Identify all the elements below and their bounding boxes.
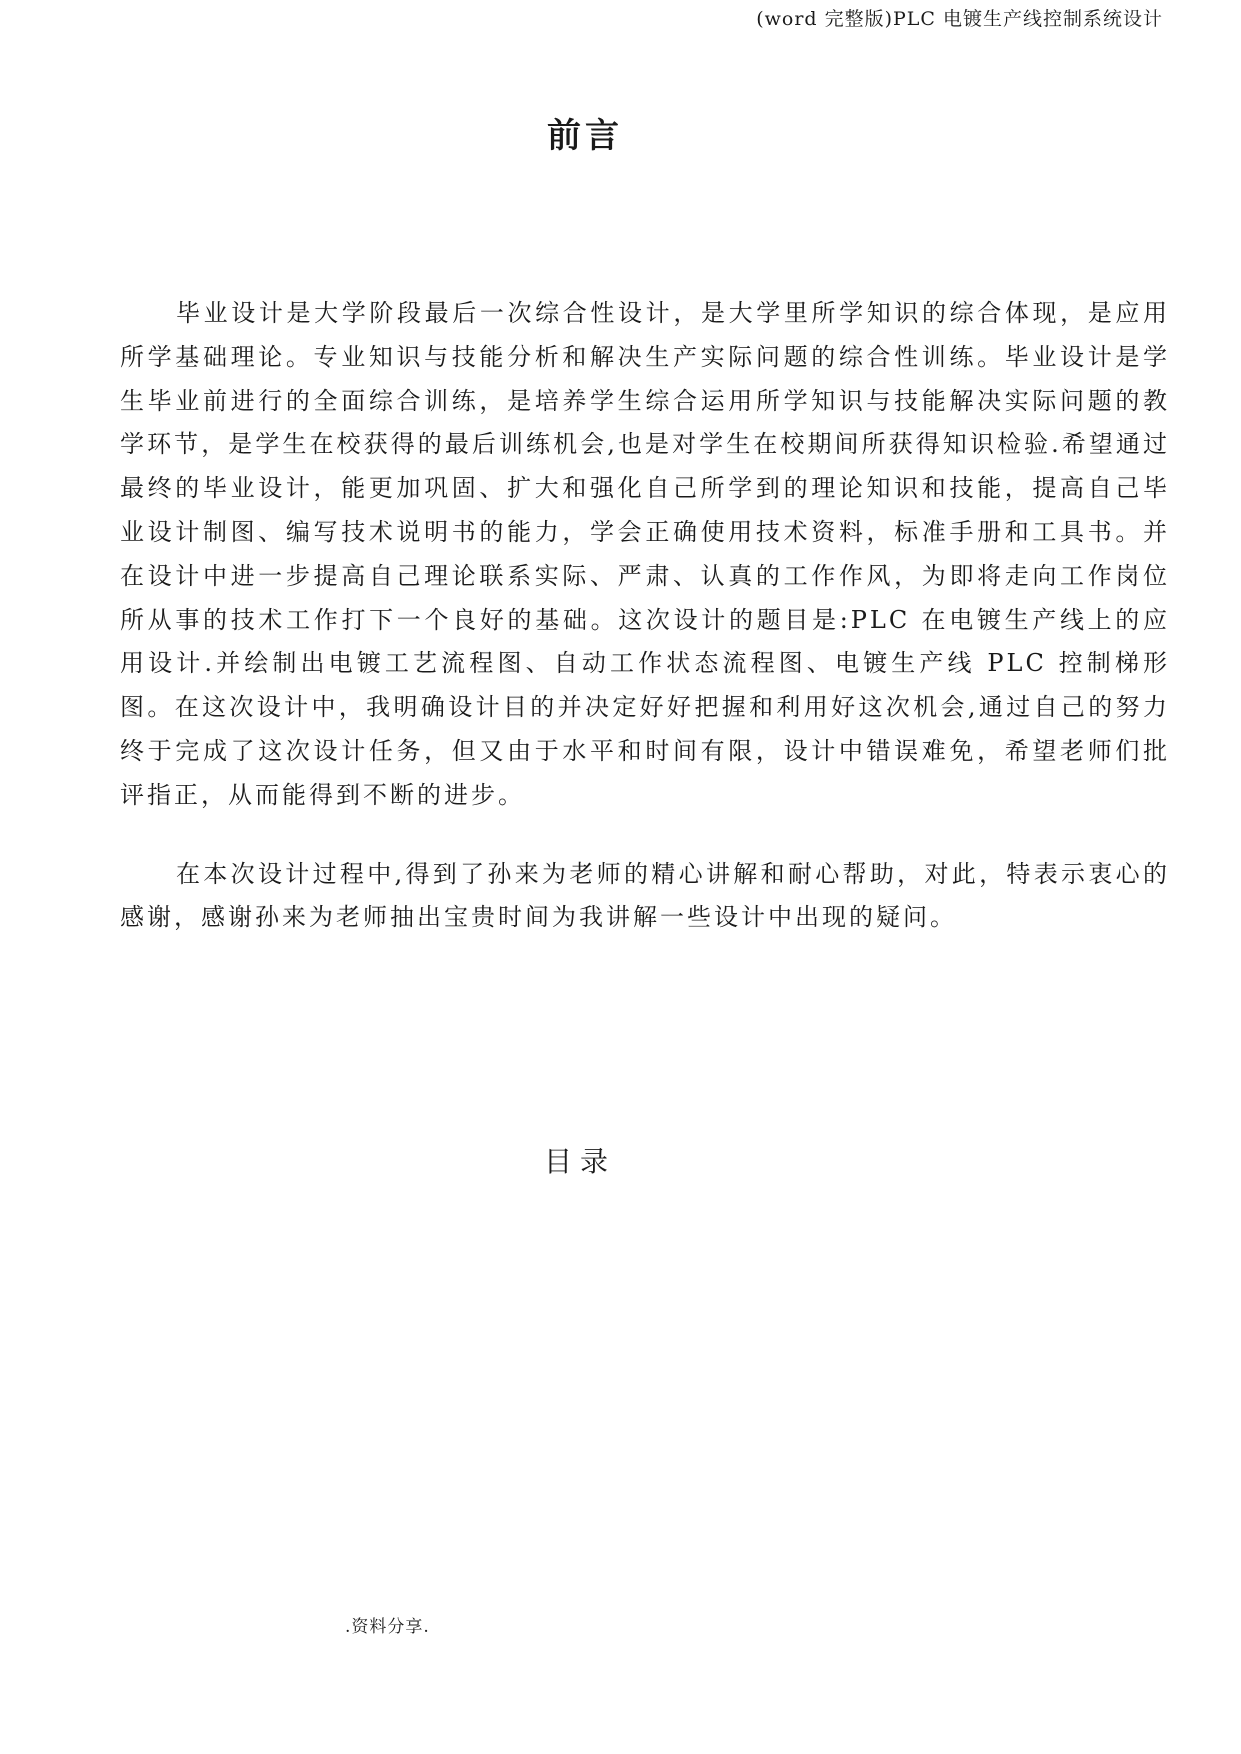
toc-title: 目录 [543,1145,616,1178]
page-footer: .资料分享. [345,1617,430,1637]
preface-paragraph-1: 毕业设计是大学阶段最后一次综合性设计，是大学里所学知识的综合体现，是应用所学基础理论。专业知识与技能分析和解决生产实际问题的综合性训练。毕业设计是学生毕业前进行的全面综合训练，是培养学生综合运用所学知识与技能解决实际问题的教学环节，是学生在校获得的最后训练机会,也是对学生在校期间所获得知识检验.希望通过最终的毕业设计，能更加巩固、扩大和强化自己所学到的理论知识和技能，提高自己毕业设计制图、编写技术说明书的能力，学会正确使用技术资料，标准手册和工具书。并在设计中进一步提高自己理论联系实际、严肃、认真的工作作风，为即将走向工作岗位所从事的技术工作打下一个良好的基础。这次设计的题目是:PLC 在电镀生产线上的应用设计.并绘制出电镀工艺流程图、自动工作状态流程图、电镀生产线 PLC 控制梯形图。在这次设计中，我明确设计目的并决定好好把握和利用好这次机会,通过自己的努力终于完成了这次设计任务，但又由于水平和时间有限，设计中错误难免，希望老师们批评指正，从而能得到不断的进步。 [120,299,1170,809]
preface-title: 前言 [547,116,623,156]
preface-paragraph-2: 在本次设计过程中,得到了孙来为老师的精心讲解和耐心帮助，对此，特表示衷心的感谢，感谢孙来为老师抽出宝贵时间为我讲解一些设计中出现的疑问。 [120,859,1170,932]
preface-body [120,292,1170,940]
running-header: (word 完整版)PLC 电镀生产线控制系统设计 [756,8,1163,30]
